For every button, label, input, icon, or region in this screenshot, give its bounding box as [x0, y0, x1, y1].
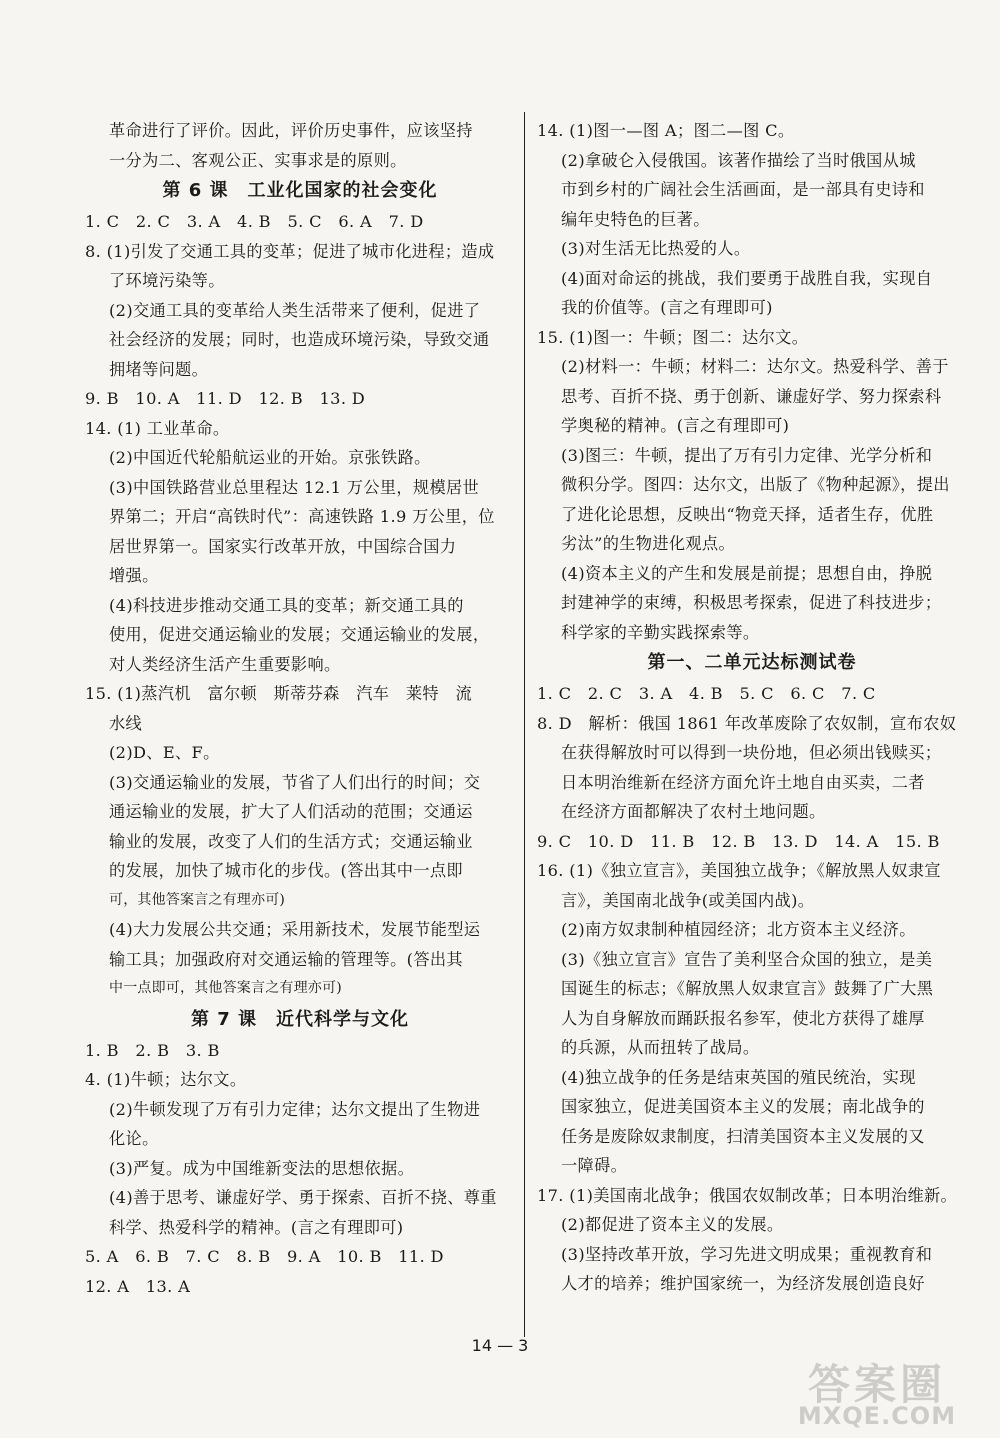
- answer-line: (2)牛顿发现了万有引力定律；达尔文提出了生物进: [109, 1099, 481, 1119]
- answer-line: 封建神学的束缚，积极思考探索，促进了科技进步；: [561, 593, 942, 612]
- answer-line: 5. A 6. B 7. C 8. B 9. A 10. B 11. D: [85, 1247, 444, 1266]
- answer-line: (2)中国近代轮船航运业的开始。京张铁路。: [109, 448, 431, 467]
- answer-line: (3)坚持改革开放，学习先进文明成果；重视教育和: [561, 1244, 933, 1264]
- answer-line: 日本明治维新在经济方面允许土地自由买卖，二者: [561, 772, 925, 792]
- answer-line: 微积分学。图四：达尔文，出版了《物种起源》，提出: [561, 475, 950, 494]
- section-heading: 第 6 课 工业化国家的社会变化: [162, 180, 438, 201]
- left-column: [85, 116, 515, 1301]
- answer-line: 的发展，加快了城市化的步伐。(答出其中一点即: [109, 861, 463, 880]
- answer-line: 市到乡村的广阔社会生活画面，是一部具有史诗和: [561, 180, 925, 199]
- watermark-logo: [772, 1352, 982, 1430]
- answer-line: 一分为二、客观公正、实事求是的原则。: [109, 150, 407, 170]
- answer-line: (3)图三：牛顿，提出了万有引力定律、光学分析和: [561, 445, 933, 465]
- answer-line: 人才的培养；维护国家统一，为经济发展创造良好: [561, 1274, 925, 1293]
- answer-line: 言》，美国南北战争(或美国内战)。: [561, 890, 815, 910]
- answer-line: 拥堵等问题。: [109, 359, 209, 379]
- answer-line: 增强。: [109, 566, 159, 585]
- watermark-url: MXQE.COM: [797, 1402, 957, 1430]
- answer-line: 16. (1)《独立宣言》，美国独立战争；《解放黑人奴隶宣: [537, 861, 941, 880]
- answer-line: 科学家的辛勤实践探索等。: [561, 622, 760, 642]
- answer-line: 人为自身解放而踊跃报名参军，使北方获得了雄厚: [561, 1008, 925, 1028]
- answer-line: (4)善于思考、谦虚好学、勇于探索、百折不挠、尊重: [109, 1188, 497, 1207]
- column-divider: [524, 112, 525, 1337]
- answer-line: (2)都促进了资本主义的发展。: [561, 1215, 784, 1234]
- answer-line: (3)对生活无比热爱的人。: [561, 239, 751, 258]
- section-heading: 第 7 课 近代科学与文化: [190, 1008, 410, 1030]
- answer-line: 国诞生的标志；《解放黑人奴隶宣言》鼓舞了广大黑: [561, 979, 934, 998]
- answer-line: (4)大力发展公共交通；采用新技术，发展节能型运: [109, 920, 481, 939]
- answer-line: 思考、百折不挠、勇于创新、谦虚好学、努力探索科: [561, 386, 942, 406]
- answer-line: 4. (1)牛顿；达尔文。: [85, 1070, 247, 1089]
- answer-line: 9. B 10. A 11. D 12. B 13. D: [85, 389, 366, 408]
- answer-line: 编年史特色的巨著。: [561, 209, 710, 229]
- answer-line: 14. (1)图一—图 A；图二—图 C。: [537, 121, 795, 140]
- section-heading: 第一、二单元达标测试卷: [647, 652, 857, 673]
- answer-line: (3)交通运输业的发展，节省了人们出行的时间；交: [109, 772, 481, 792]
- answer-line: (2)交通工具的变革给人类生活带来了便利，促进了: [109, 300, 481, 320]
- answer-line: 17. (1)美国南北战争；俄国农奴制改革；日本明治维新。: [537, 1185, 958, 1205]
- answer-line: 15. (1)图一：牛顿；图二：达尔文。: [537, 327, 809, 347]
- answer-line: 1. C 2. C 3. A 4. B 5. C 6. C 7. C: [537, 684, 876, 703]
- answer-line: 9. C 10. D 11. B 12. B 13. D 14. A 15. B: [537, 831, 940, 851]
- watermark-title: 答案圈: [807, 1360, 946, 1409]
- page-number: 14 — 3: [471, 1336, 529, 1355]
- answer-line: (2)材料一：牛顿；材料二：达尔文。热爱科学、善于: [561, 357, 949, 376]
- answer-line: (4)面对命运的挑战，我们要勇于战胜自我，实现自: [561, 268, 933, 288]
- answer-line: 任务是废除奴隶制度，扫清美国资本主义发展的又: [561, 1126, 925, 1146]
- answer-line: 了进化论思想，反映出“物竞天择，适者生存，优胜: [561, 504, 934, 524]
- answer-line: 输业的发展，改变了人们的生活方式；交通运输业: [109, 831, 473, 851]
- answer-line: (4)资本主义的产生和发展是前提；思想自由，挣脱: [561, 563, 933, 583]
- answer-line: 在获得解放时可以得到一块份地，但必须出钱赎买；: [561, 743, 942, 762]
- answer-line: 1. B 2. B 3. B: [85, 1040, 220, 1060]
- answer-line: 使用，促进交通运输业的发展；交通运输业的发展，: [109, 625, 490, 644]
- answer-line: 我的价值等。(言之有理即可): [561, 298, 773, 317]
- answer-line: (3)严复。成为中国维新变法的思想依据。: [109, 1158, 415, 1178]
- answer-line: 界第二；开启“高铁时代”：高速铁路 1.9 万公里，位: [109, 507, 495, 526]
- answer-line: 15. (1)蒸汽机 富尔顿 斯蒂芬森 汽车 莱特 流: [85, 684, 473, 703]
- right-column: [537, 116, 967, 1299]
- answer-line: (2)D、E、F。: [109, 743, 220, 762]
- answer-line: 了环境污染等。: [109, 271, 225, 290]
- answer-line: 中一点即可，其他答案言之有理亦可): [109, 980, 342, 996]
- answer-line: (2)南方奴隶制种植园经济；北方资本主义经济。: [561, 920, 916, 939]
- answer-line: 劣汰”的生物进化观点。: [561, 534, 735, 553]
- answer-line: (4)科技进步推动交通工具的变革；新交通工具的: [109, 595, 464, 615]
- answer-line: (3)《独立宣言》宣告了美利坚合众国的独立，是美: [561, 949, 933, 969]
- answer-line: 8. (1)引发了交通工具的变革；促进了城市化进程；造成: [85, 241, 495, 261]
- answer-line: 1. C 2. C 3. A 4. B 5. C 6. A 7. D: [85, 212, 424, 231]
- answer-line: 12. A 13. A: [85, 1276, 191, 1296]
- answer-line: 革命进行了评价。因此，评价历史事件，应该坚持: [109, 121, 473, 140]
- answer-line: 在经济方面都解决了农村土地问题。: [561, 802, 826, 821]
- answer-line: 14. (1) 工业革命。: [85, 418, 230, 438]
- answer-line: 的兵源，从而扭转了战局。: [561, 1038, 760, 1057]
- answer-line: 可，其他答案言之有理亦可): [109, 891, 286, 908]
- answer-line: (4)独立战争的任务是结束英国的殖民统治，实现: [561, 1067, 916, 1087]
- answer-line: 学奥秘的精神。(言之有理即可): [561, 416, 790, 435]
- answer-line: 化论。: [109, 1129, 159, 1148]
- answer-line: 社会经济的发展；同时，也造成环境污染，导致交通: [109, 330, 490, 349]
- answer-line: 国家独立，促进美国资本主义的发展；南北战争的: [561, 1097, 925, 1116]
- answer-line: 科学、热爱科学的精神。(言之有理即可): [109, 1217, 404, 1237]
- answer-line: 居世界第一。国家实行改革开放，中国综合国力: [109, 536, 457, 556]
- answer-line: 水线: [109, 713, 143, 733]
- answer-line: 通运输业的发展，扩大了人们活动的范围；交通运: [109, 802, 473, 821]
- answer-line: 8. D 解析：俄国 1861 年改革废除了农奴制，宣布农奴: [537, 713, 957, 733]
- answer-line: (2)拿破仑入侵俄国。该著作描绘了当时俄国从城: [561, 150, 916, 170]
- answer-line: (3)中国铁路营业总里程达 12.1 万公里，规模居世: [109, 477, 480, 497]
- answer-line: 对人类经济生活产生重要影响。: [109, 654, 341, 674]
- answer-line: 输工具；加强政府对交通运输的管理等。(答出其: [109, 949, 463, 969]
- answer-line: 一障碍。: [561, 1156, 628, 1175]
